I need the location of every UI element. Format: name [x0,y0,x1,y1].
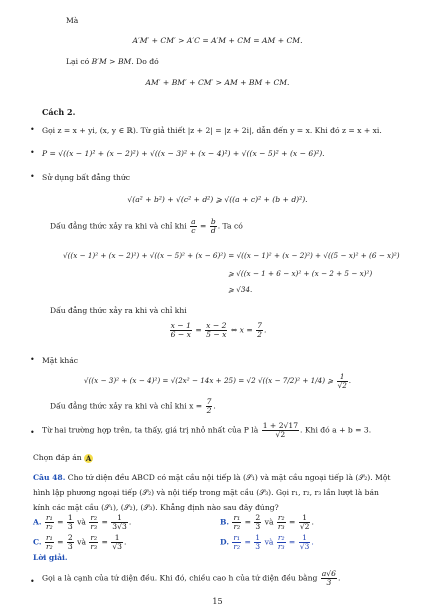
frac [89,534,98,551]
fraction-3 [256,322,263,339]
fraction-b-d [210,218,217,235]
equals: = [57,537,64,547]
fraction-height [321,570,337,587]
frac-den: 2 [257,329,262,339]
bullet-icon: • [30,428,35,437]
period: . [263,325,267,335]
frac-num: 1 [111,514,128,523]
fraction-equation [0,322,435,339]
frac-den: r₃ [90,521,98,531]
lai-co-prefix: Lại có [66,57,90,66]
frac-den: 6 − x [170,329,191,339]
equals: = [244,517,251,527]
frac-num: 1 [111,534,123,543]
frac-den: √3 [112,541,122,551]
frac-num: 1 + 2√17 [262,421,299,430]
equals: = [288,537,296,547]
frac [254,514,261,531]
frac-num: r₂ [277,533,285,542]
frac-num: 7 [206,397,212,406]
tu-hai-prefix: Từ hai trường hợp trên, ta thấy, giá trị nhỏ nhất của P là [42,425,259,435]
equation-1: A′M′ + CM′ > A′C = A′M + CM = AM + CM. [132,36,303,45]
text-ma: Mà [66,16,79,25]
text-dau-3 [50,398,216,415]
frac-den: r₃ [90,541,98,551]
va-text: và [264,517,274,527]
dau-3-prefix: Dấu đẳng thức xảy ra khi và chỉ khi x = [50,401,203,411]
option-a-label: A. [33,517,42,527]
frac [111,514,128,531]
option-d[interactable] [220,534,314,551]
frac-den: r₃ [277,521,285,531]
lai-co-suffix: . Do đó [131,57,159,66]
equals: = [289,517,296,527]
period: . [213,401,216,411]
equiv-text: ⇔ x = [230,325,253,335]
frac [67,514,74,531]
frac-den: 3 [67,541,73,551]
tu-hai-suffix: . Khi đó a + b = 3. [300,425,372,435]
option-c-label: C. [33,537,42,547]
frac-den: √2 [299,521,310,531]
frac-num: 2 [67,533,73,542]
frac [232,534,241,551]
frac-den: 5 − x [206,329,227,339]
mat-khac-equation [0,373,435,389]
frac-den: 3 [326,577,332,587]
fraction-7-2 [206,397,216,415]
frac-num: 1 [337,373,348,382]
frac [89,514,98,531]
answer-badge: A [85,453,92,463]
frac-den: d [210,225,216,235]
frac-num: r₂ [277,513,285,522]
frac-den: 3 [67,521,73,531]
lai-co-math: B′M > BM [91,57,132,66]
frac-num: a√6 [321,569,336,578]
frac-num: r₁ [45,533,53,542]
frac-num: r₁ [233,533,241,542]
equals: = [101,537,108,547]
frac-den: r₂ [233,521,241,531]
question-48-line-2: hình lập phương ngoại tiếp (𝒮₂) và nội tiếp trong mặt cầu (𝒮₃). Gọi r₁, r₂, r₃ lần lượt là bán [33,488,379,497]
text-chon-dap-an [33,453,93,463]
va-text: và [77,537,86,547]
page-number: 15 [212,597,223,606]
equals: = [200,221,207,231]
period: . [348,376,352,386]
frac-num: b [210,217,216,226]
frac [67,534,74,551]
frac-num: 1 [299,534,311,543]
text-mat-khac: Mặt khác [42,356,79,365]
period: . [311,517,314,527]
fraction-a-c [190,218,197,235]
bullet-text-2: P = √((x − 1)² + (x − 2)²) + √((x − 3)² + (x − 4)²) + √((x − 5)² + (x − 6)²). [42,149,325,158]
frac [299,533,314,551]
frac-den: 2 [206,405,212,415]
big-equation-line-2: ⩾ √((x − 1 + 6 − x)² + (x − 2 + 5 − x)²) [228,269,373,278]
bullet-icon: • [30,125,35,134]
bullet-text-1: Gọi z = x + yi, (x, y ∈ ℝ). Từ giả thiết |z + 2| = |z + 2i|, dẫn đến y = x. Khi đó z = x + xi. [42,126,382,135]
fraction-2 [205,322,227,339]
question-text: Cho tứ diện đều ABCD có mặt cầu nội tiếp là (𝒮₁) và mặt cầu ngoại tiếp là (𝒮₂). Một [67,473,391,482]
fraction-mk [337,373,348,389]
big-equation-line-3: ⩾ √34. [228,285,253,294]
frac-den: c [191,225,196,235]
period: . [337,573,341,583]
question-48-line-3: kính các mặt cầu (𝒮₁), (𝒮₂), (𝒮₃). Khẳng định nào sau đây đúng? [33,503,279,512]
last-text: Gọi a là cạnh của tứ diện đều. Khi đó, chiều cao h của tứ diện đều bằng [42,573,318,583]
period: . [311,537,314,547]
frac [254,534,261,551]
frac [111,534,123,551]
frac-num: x − 1 [170,321,191,330]
dau-1-suffix: . Ta có [217,221,243,231]
va-text: và [264,537,274,547]
period: . [123,537,127,547]
question-48-line-1 [33,473,390,482]
frac-den: √2 [275,429,286,439]
option-c[interactable] [33,534,126,551]
option-a[interactable] [33,514,131,531]
frac [277,534,286,551]
equation-2: AM′ + BM′ + CM′ > AM + BM + CM. [145,78,290,87]
frac-num: 1 [255,533,261,542]
option-b-label: B. [220,517,230,527]
equals: = [57,517,64,527]
frac-num: 7 [257,321,262,330]
text-tu-hai [42,422,371,439]
equals: = [195,325,202,335]
bullet-icon: • [30,355,35,364]
option-d-label: D. [220,537,229,547]
mat-khac-lhs: √((x − 3)² + (x − 4)²) = √(2x² − 14x + 25) = √2 √((x − 7/2)² + 1/4) ⩾ [83,376,334,386]
bullet-icon: • [30,577,35,586]
frac [45,534,54,551]
frac-den: √2 [337,380,347,390]
frac-num: r₂ [90,533,98,542]
frac-den: 3 [255,541,261,551]
frac-den: r₂ [45,541,53,551]
frac [277,514,286,531]
frac-den: r₂ [45,521,53,531]
frac-num: 1 [299,514,311,523]
frac-num: 1 [67,513,73,522]
bullet-icon: • [30,172,35,181]
period: . [128,517,132,527]
fraction-1 [170,322,192,339]
chon-label: Chọn đáp án [33,453,82,462]
frac-num: r₂ [90,513,98,522]
text-dau-2: Dấu đẳng thức xảy ra khi và chỉ khi [50,306,187,315]
fraction-min [262,422,299,439]
frac-den: √3 [299,541,310,551]
bullet-text-3: Sử dụng bất đẳng thức [42,173,131,182]
option-b[interactable] [220,514,314,531]
question-label: Câu 48. [33,473,66,482]
frac [299,513,314,531]
solution-heading: Lời giải. [33,553,68,562]
frac-num: x − 2 [206,321,227,330]
heading-cach-2: Cách 2. [42,107,76,117]
frac-num: 2 [255,513,261,522]
equals: = [244,537,251,547]
text-lai-co [66,57,159,66]
frac-num: r₁ [45,513,53,522]
frac-den: 3 [255,521,261,531]
frac [45,514,54,531]
frac-num: r₁ [233,513,241,522]
frac-num: a [191,217,196,226]
frac [232,514,241,531]
frac-den: r₃ [277,541,285,551]
va-text: và [77,517,86,527]
frac-den: 3√3 [112,521,127,531]
dau-1-prefix: Dấu đẳng thức xảy ra khi và chỉ khi [50,221,187,231]
frac-den: r₂ [233,541,241,551]
bullet-icon: • [30,148,35,157]
text-dau-1 [50,218,243,235]
big-equation-line-1: √((x − 1)² + (x − 2)²) + √((x − 5)² + (x − 6)²) = √((x − 1)² + (x − 2)²) + √((5 − x)² + (6 − x)²) [63,251,400,260]
text-last [42,570,340,587]
equals: = [101,517,108,527]
inequality: √(a² + b²) + √(c² + d²) ⩾ √((a + c)² + (b + d)²). [127,195,308,204]
